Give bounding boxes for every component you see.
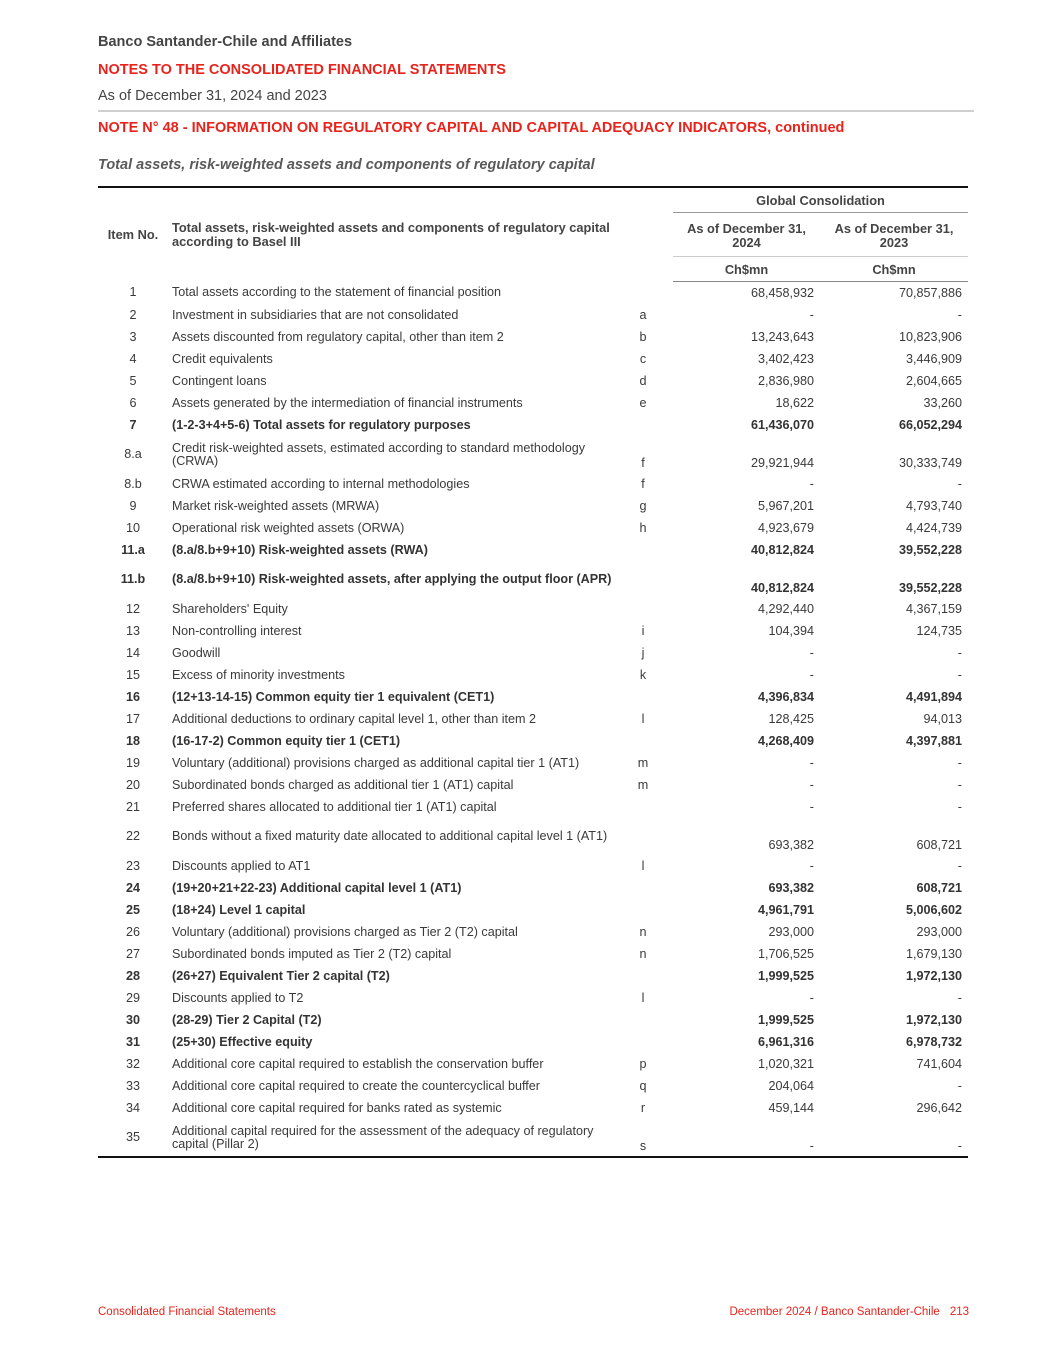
row-description: Subordinated bonds charged as additional tier 1 (AT1) capital [172, 777, 514, 792]
table-row [98, 921, 968, 943]
footer-doc-title: Consolidated Financial Statements [98, 1306, 276, 1318]
row-item-no: 6 [129, 395, 137, 410]
header-col-2024: As of December 31, 2024 [687, 221, 806, 250]
table-row [98, 304, 968, 326]
row-reference: l [641, 990, 645, 1005]
row-reference: e [639, 395, 647, 410]
row-value-2023: 296,642 [916, 1100, 962, 1115]
row-value-2023: 124,735 [916, 623, 962, 638]
row-description: (12+13-14-15) Common equity tier 1 equivalent (CET1) [172, 689, 495, 704]
table-row [98, 752, 968, 774]
row-value-2023: - [820, 1119, 968, 1157]
row-reference: b [639, 329, 647, 344]
row-value-2023: 6,978,732 [905, 1034, 962, 1049]
table-row [98, 414, 968, 436]
row-value-2024: 4,292,440 [757, 601, 814, 616]
row-value-2024: 1,999,525 [757, 968, 814, 983]
row-item-no: 3 [129, 329, 137, 344]
row-reference [613, 414, 673, 436]
table-row [98, 1031, 968, 1053]
row-value-2024: - [809, 307, 814, 322]
row-reference: k [639, 667, 647, 682]
row-item-no: 8.a [124, 447, 142, 461]
row-value-2023: 39,552,228 [898, 581, 962, 595]
row-value-2024: 693,382 [768, 880, 814, 895]
row-item-no: 28 [125, 968, 140, 983]
report-date: As of December 31, 2024 and 2023 [98, 88, 327, 104]
row-value-2023: 1,972,130 [905, 1012, 962, 1027]
row-value-2023: 94,013 [923, 711, 962, 726]
row-description: (1-2-3+4+5-6) Total assets for regulatory purposes [172, 417, 471, 432]
row-description: Contingent loans [172, 373, 267, 388]
row-item-no: 31 [125, 1034, 140, 1049]
row-value-2024: - [809, 858, 814, 873]
table-row [98, 517, 968, 539]
row-item-no: 22 [125, 829, 140, 843]
row-reference: j [641, 645, 645, 660]
row-value-2024: - [809, 645, 814, 660]
row-item-no: 13 [125, 623, 140, 638]
row-value-2024: 459,144 [768, 1100, 814, 1115]
row-reference [613, 730, 673, 752]
row-description: Voluntary (additional) provisions charged as Tier 2 (T2) capital [172, 924, 518, 939]
row-reference: g [639, 498, 647, 513]
table-row [98, 539, 968, 561]
table-row [98, 899, 968, 921]
row-item-no: 8.b [124, 476, 142, 491]
row-value-2023: 1,679,130 [905, 946, 962, 961]
table-row [98, 818, 968, 855]
row-description: Additional deductions to ordinary capital level 1, other than item 2 [172, 711, 537, 726]
row-reference [613, 877, 673, 899]
table-row [98, 855, 968, 877]
row-reference [613, 1009, 673, 1031]
row-reference: i [641, 623, 645, 638]
row-reference [613, 539, 673, 561]
regulatory-capital-table [98, 186, 968, 1158]
table-row [98, 642, 968, 664]
row-value-2024: - [809, 990, 814, 1005]
header-unit-2024: Ch$mn [673, 257, 820, 282]
row-value-2023: - [957, 476, 962, 491]
row-value-2023: 66,052,294 [898, 417, 962, 432]
row-reference: h [639, 520, 647, 535]
row-value-2024: 4,396,834 [757, 689, 814, 704]
row-item-no: 19 [125, 755, 140, 770]
row-item-no: 18 [125, 733, 140, 748]
row-value-2024: - [809, 799, 814, 814]
row-reference [613, 796, 673, 818]
row-item-no: 23 [125, 858, 140, 873]
table-row [98, 730, 968, 752]
row-reference: m [637, 777, 649, 792]
row-value-2023: 30,333,749 [898, 456, 962, 470]
row-description: (18+24) Level 1 capital [172, 902, 306, 917]
row-item-no: 14 [125, 645, 140, 660]
row-value-2023: 608,721 [916, 880, 962, 895]
row-item-no: 32 [125, 1056, 140, 1071]
table-row [98, 348, 968, 370]
row-item-no: 4 [129, 351, 137, 366]
row-reference: p [639, 1056, 647, 1071]
row-description: Preferred shares allocated to additional tier 1 (AT1) capital [172, 799, 497, 814]
row-item-no: 17 [125, 711, 140, 726]
row-reference: n [639, 946, 647, 961]
row-item-no: 9 [129, 498, 137, 513]
row-value-2024: 293,000 [768, 924, 814, 939]
row-item-no: 5 [129, 373, 137, 388]
row-value-2023: 4,367,159 [905, 601, 962, 616]
header-item-no: Item No. [98, 187, 168, 282]
row-reference [613, 282, 673, 305]
row-item-no: 11.b [120, 572, 146, 586]
row-value-2023: 5,006,602 [905, 902, 962, 917]
row-description: Operational risk weighted assets (ORWA) [172, 520, 405, 535]
table-row [98, 598, 968, 620]
table-row [98, 326, 968, 348]
table-row [98, 877, 968, 899]
row-reference: n [639, 924, 647, 939]
row-description: Assets discounted from regulatory capital, other than item 2 [172, 329, 504, 344]
row-value-2023: 10,823,906 [898, 329, 962, 344]
table-row [98, 436, 968, 473]
table-row [98, 561, 968, 598]
row-description: Market risk-weighted assets (MRWA) [172, 498, 380, 513]
row-value-2023: 4,424,739 [905, 520, 962, 535]
row-value-2023: - [957, 858, 962, 873]
row-item-no: 30 [125, 1012, 140, 1027]
row-description: Assets generated by the intermediation of financial instruments [172, 395, 523, 410]
row-value-2024: - [809, 777, 814, 792]
table-row [98, 620, 968, 642]
row-value-2023: 4,397,881 [905, 733, 962, 748]
company-name: Banco Santander-Chile and Affiliates [98, 34, 353, 50]
row-value-2023: - [957, 307, 962, 322]
row-description: Shareholders' Equity [172, 601, 288, 616]
row-value-2023: - [957, 1078, 962, 1093]
row-value-2024: 4,961,791 [757, 902, 814, 917]
row-reference: l [641, 711, 645, 726]
table-row [98, 1075, 968, 1097]
table-row [98, 987, 968, 1009]
table-row [98, 796, 968, 818]
row-reference: m [637, 755, 649, 770]
row-item-no: 10 [125, 520, 140, 535]
row-reference [613, 899, 673, 921]
row-value-2024: 6,961,316 [757, 1034, 814, 1049]
row-value-2023: 33,260 [923, 395, 962, 410]
table-row [98, 943, 968, 965]
table-row [98, 1119, 968, 1157]
row-item-no: 34 [125, 1100, 140, 1115]
row-value-2024: 4,923,679 [757, 520, 814, 535]
row-value-2023: 4,793,740 [905, 498, 962, 513]
row-value-2024: 1,020,321 [757, 1056, 814, 1071]
row-description: (16-17-2) Common equity tier 1 (CET1) [172, 733, 401, 748]
row-value-2024: - [809, 476, 814, 491]
row-value-2024: - [809, 755, 814, 770]
row-item-no: 33 [125, 1078, 140, 1093]
table-row [98, 664, 968, 686]
row-value-2024: 13,243,643 [750, 329, 814, 344]
row-value-2023: - [957, 990, 962, 1005]
table-row [98, 1009, 968, 1031]
table-subtitle: Total assets, risk-weighted assets and components of regulatory capital [98, 157, 595, 173]
row-value-2024: - [809, 667, 814, 682]
row-reference [613, 598, 673, 620]
table-row [98, 473, 968, 495]
row-item-no: 2 [129, 307, 137, 322]
row-item-no: 15 [125, 667, 140, 682]
row-item-no: 12 [125, 601, 140, 616]
row-reference [613, 561, 673, 598]
row-item-no: 27 [125, 946, 140, 961]
row-description: Credit equivalents [172, 351, 273, 366]
row-reference: f [641, 476, 645, 491]
row-description: Subordinated bonds imputed as Tier 2 (T2) capital [172, 946, 452, 961]
row-reference: f [641, 456, 645, 470]
row-value-2023: 4,491,894 [905, 689, 962, 704]
page-number: 213 [949, 1306, 969, 1318]
row-value-2024: 3,402,423 [757, 351, 814, 366]
row-value-2023: 2,604,665 [905, 373, 962, 388]
row-value-2023: 608,721 [916, 838, 962, 852]
row-value-2024: 1,999,525 [757, 1012, 814, 1027]
row-value-2024: 1,706,525 [757, 946, 814, 961]
table-header [98, 187, 968, 282]
table-row [98, 1097, 968, 1119]
row-description: Additional core capital required to establish the conservation buffer [172, 1056, 544, 1071]
row-item-no: 20 [125, 777, 140, 792]
row-description: Additional capital required for the assessment of the adequacy of regulatory capital (Pillar 2) [168, 1119, 613, 1157]
footer-publication: December 2024 / Banco Santander-Chile [729, 1306, 940, 1318]
row-value-2023: 293,000 [916, 924, 962, 939]
row-reference: l [641, 858, 645, 873]
row-value-2023: 1,972,130 [905, 968, 962, 983]
row-description: (28-29) Tier 2 Capital (T2) [172, 1012, 322, 1027]
row-reference [613, 965, 673, 987]
row-value-2024: 29,921,944 [750, 456, 814, 470]
row-reference: d [639, 373, 647, 388]
row-value-2023: 70,857,886 [898, 285, 962, 300]
row-description: (8.a/8.b+9+10) Risk-weighted assets, after applying the output floor (APR) [172, 572, 612, 586]
row-description: (8.a/8.b+9+10) Risk-weighted assets (RWA) [172, 542, 428, 557]
row-item-no: 25 [125, 902, 140, 917]
row-description: (25+30) Effective equity [172, 1034, 313, 1049]
row-value-2024: 5,967,201 [757, 498, 814, 513]
table-body [98, 282, 968, 1158]
row-description: (26+27) Equivalent Tier 2 capital (T2) [172, 968, 390, 983]
row-value-2023: - [957, 755, 962, 770]
header-col-2023: As of December 31, 2023 [834, 221, 954, 250]
row-description: Credit risk-weighted assets, estimated according to standard methodology (CRWA) [172, 440, 586, 468]
row-item-no: 11.a [121, 542, 145, 557]
row-reference [613, 686, 673, 708]
row-description: Investment in subsidiaries that are not consolidated [172, 307, 459, 322]
table-row [98, 1053, 968, 1075]
footer-right [729, 1306, 969, 1318]
row-description: Bonds without a fixed maturity date allocated to additional capital level 1 (AT1) [172, 829, 608, 843]
table-row [98, 370, 968, 392]
row-reference: q [639, 1078, 647, 1093]
row-description: Excess of minority investments [172, 667, 345, 682]
row-value-2024: 204,064 [768, 1078, 814, 1093]
regulatory-capital-table-container [98, 186, 968, 1158]
table-row [98, 686, 968, 708]
row-item-no: 1 [129, 285, 137, 300]
row-value-2024: 40,812,824 [750, 542, 814, 557]
row-value-2023: - [957, 799, 962, 814]
table-row [98, 708, 968, 730]
row-value-2024: 2,836,980 [757, 373, 814, 388]
row-item-no: 21 [125, 799, 140, 814]
row-description: (19+20+21+22-23) Additional capital level 1 (AT1) [172, 880, 462, 895]
row-reference: s [613, 1119, 673, 1157]
header-global-consolidation: Global Consolidation [673, 187, 968, 213]
row-value-2023: 39,552,228 [898, 542, 962, 557]
row-value-2023: - [957, 645, 962, 660]
row-value-2024: 104,394 [768, 623, 814, 638]
row-value-2024: 128,425 [768, 711, 814, 726]
row-reference: c [639, 351, 647, 366]
header-divider [98, 110, 974, 112]
notes-title: NOTES TO THE CONSOLIDATED FINANCIAL STATEMENTS [98, 62, 506, 78]
row-description: Additional core capital required to create the countercyclical buffer [172, 1078, 540, 1093]
row-reference [613, 1031, 673, 1053]
row-description: Goodwill [172, 645, 221, 660]
row-description: CRWA estimated according to internal methodologies [172, 476, 470, 491]
row-reference: a [639, 307, 647, 322]
header-description: Total assets, risk-weighted assets and components of regulatory capital according to Basel III [168, 187, 613, 282]
row-value-2024: 4,268,409 [757, 733, 814, 748]
row-value-2023: - [957, 667, 962, 682]
row-value-2023: - [957, 777, 962, 792]
row-item-no: 29 [125, 990, 140, 1005]
table-row [98, 774, 968, 796]
table-row [98, 495, 968, 517]
row-description: Total assets according to the statement of financial position [172, 285, 502, 300]
row-value-2024: 40,812,824 [750, 581, 814, 595]
row-value-2024: 18,622 [775, 395, 814, 410]
table-row [98, 392, 968, 414]
table-row [98, 965, 968, 987]
header-unit-2023: Ch$mn [820, 257, 968, 282]
row-value-2024: - [673, 1119, 820, 1157]
row-item-no: 26 [125, 924, 140, 939]
row-value-2024: 68,458,932 [750, 285, 814, 300]
row-description: Discounts applied to AT1 [172, 858, 311, 873]
row-value-2023: 3,446,909 [905, 351, 962, 366]
row-description: Discounts applied to T2 [172, 990, 304, 1005]
row-value-2023: 741,604 [916, 1056, 962, 1071]
row-reference: r [640, 1100, 646, 1115]
row-description: Voluntary (additional) provisions charged as additional capital tier 1 (AT1) [172, 755, 580, 770]
row-item-no: 16 [125, 689, 140, 704]
row-value-2024: 61,436,070 [750, 417, 814, 432]
row-description: Additional core capital required for banks rated as systemic [172, 1100, 502, 1115]
note-title: NOTE N° 48 - INFORMATION ON REGULATORY CAPITAL AND CAPITAL ADEQUACY INDICATORS, continued [98, 120, 845, 136]
row-reference [613, 818, 673, 855]
header-ref [613, 187, 673, 282]
table-row [98, 282, 968, 305]
row-value-2024: 693,382 [768, 838, 814, 852]
row-description: Non-controlling interest [172, 623, 302, 638]
row-item-no: 24 [125, 880, 140, 895]
row-item-no: 35 [98, 1119, 168, 1157]
row-item-no: 7 [129, 417, 137, 432]
